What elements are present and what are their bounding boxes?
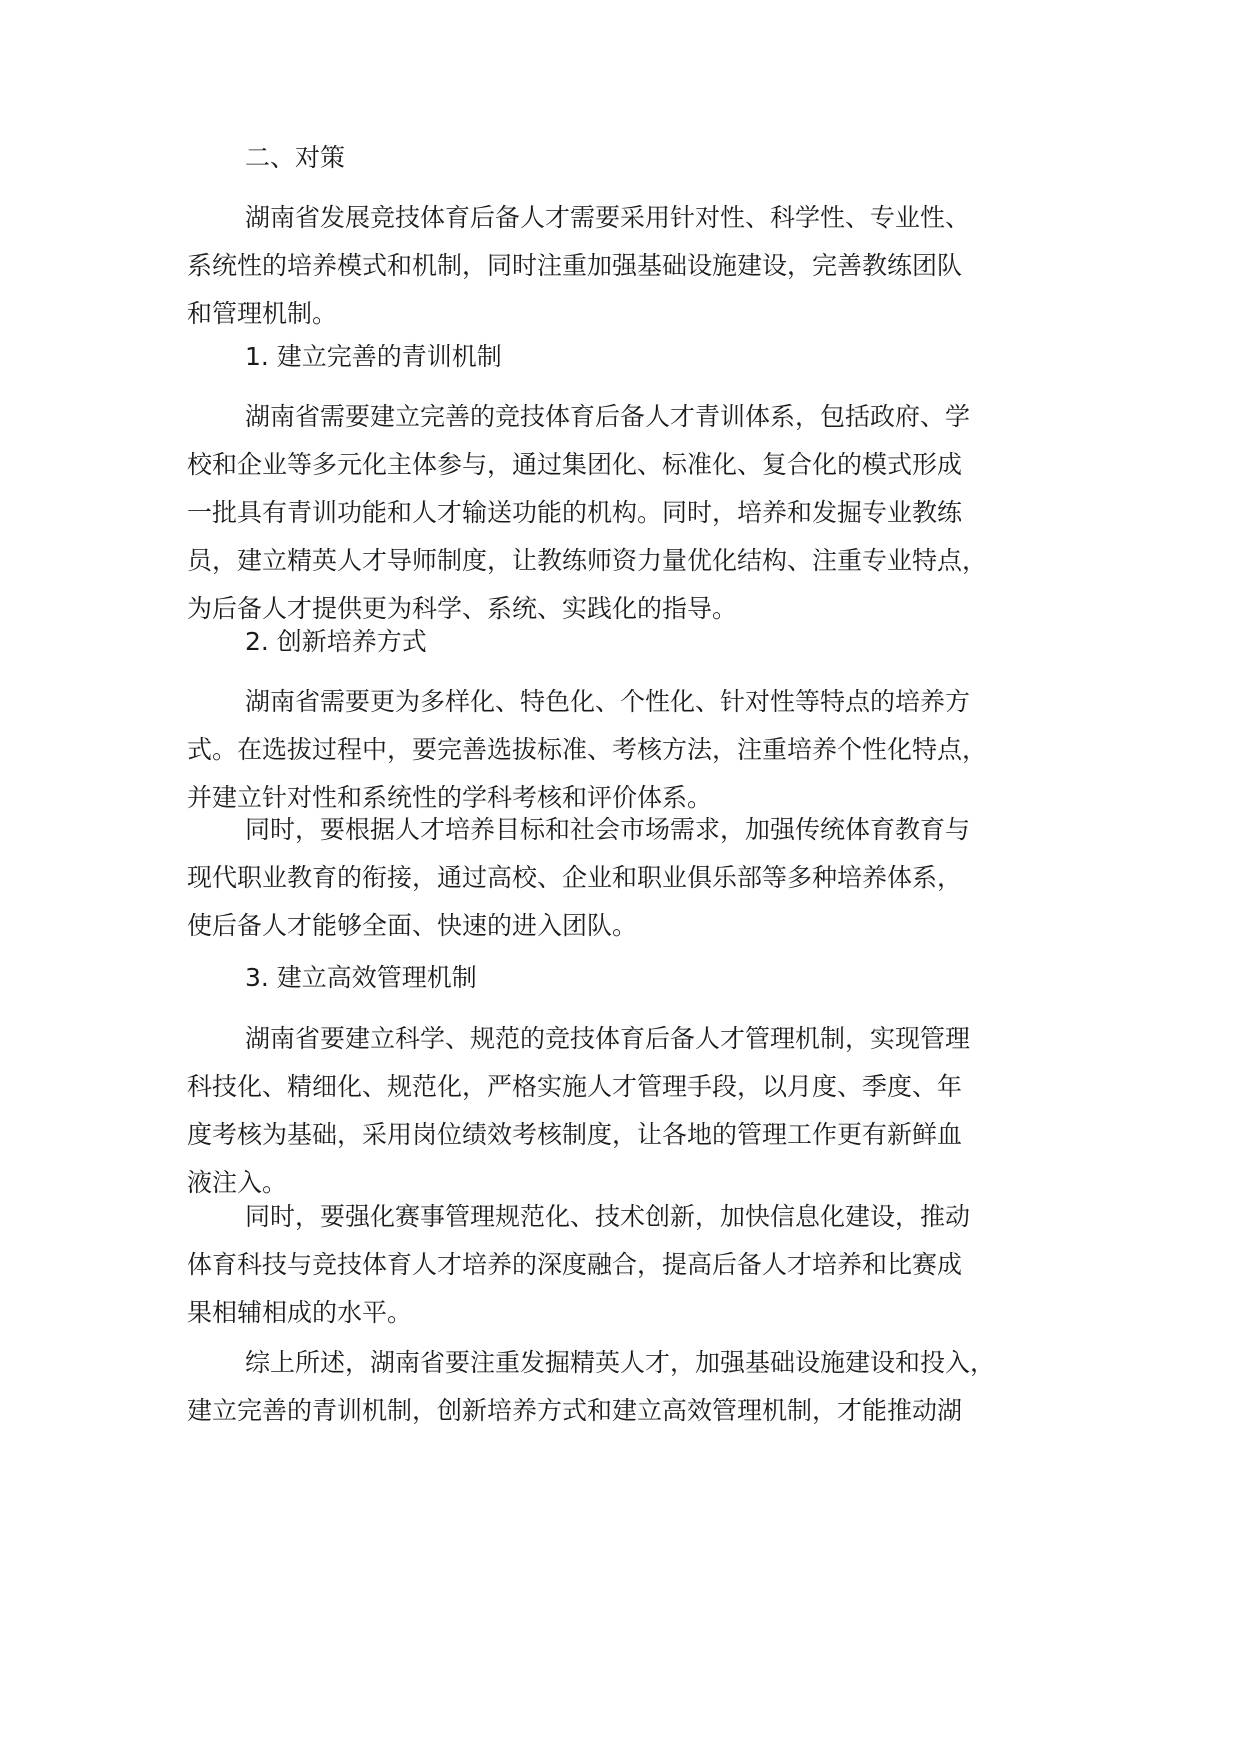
paragraph-line: 湖南省需要更为多样化、特色化、个性化、针对性等特点的培养方 <box>245 687 971 716</box>
paragraph-line: 同时，要强化赛事管理规范化、技术创新，加快信息化建设，推动 <box>245 1202 971 1231</box>
paragraph-intro <box>187 194 1087 338</box>
paragraph-line: 体育科技与竞技体育人才培养的深度融合，提高后备人才培养和比赛成 <box>187 1250 963 1279</box>
paragraph-conclusion <box>187 1339 1087 1435</box>
paragraph-section-3-a <box>187 1015 1087 1207</box>
paragraph-line: 一批具有青训功能和人才输送功能的机构。同时，培养和发掘专业教练 <box>187 498 963 527</box>
paragraph-line: 综上所述，湖南省要注重发掘精英人才，加强基础设施建设和投入， <box>245 1348 996 1377</box>
paragraph-section-1 <box>187 393 1087 633</box>
paragraph-line: 并建立针对性和系统性的学科考核和评价体系。 <box>187 783 713 812</box>
section-title-text: 3. 建立高效管理机制 <box>245 963 477 992</box>
paragraph-line: 湖南省需要建立完善的竞技体育后备人才青训体系，包括政府、学 <box>245 402 971 431</box>
paragraph-line: 果相辅相成的水平。 <box>187 1298 413 1327</box>
paragraph-section-3-b <box>187 1193 1087 1337</box>
paragraph-line: 系统性的培养模式和机制，同时注重加强基础设施建设，完善教练团队 <box>187 251 963 280</box>
paragraph-line: 科技化、精细化、规范化，严格实施人才管理手段，以月度、季度、年 <box>187 1072 963 1101</box>
section-3-title <box>187 954 1087 1002</box>
section-1-title <box>187 333 1087 381</box>
paragraph-section-2-a <box>187 678 1087 822</box>
section-title-text: 1. 建立完善的青训机制 <box>245 342 502 371</box>
paragraph-line: 和管理机制。 <box>187 299 338 328</box>
paragraph-line: 同时，要根据人才培养目标和社会市场需求，加强传统体育教育与 <box>245 815 971 844</box>
paragraph-line: 度考核为基础，采用岗位绩效考核制度，让各地的管理工作更有新鲜血 <box>187 1120 963 1149</box>
section-2-title <box>187 618 1087 666</box>
paragraph-line: 校和企业等多元化主体参与，通过集团化、标准化、复合化的模式形成 <box>187 450 963 479</box>
paragraph-line: 液注入。 <box>187 1168 288 1197</box>
paragraph-line: 湖南省发展竞技体育后备人才需要采用针对性、科学性、专业性、 <box>245 203 971 232</box>
paragraph-line: 建立完善的青训机制，创新培养方式和建立高效管理机制，才能推动湖 <box>187 1396 963 1425</box>
paragraph-line: 为后备人才提供更为科学、系统、实践化的指导。 <box>187 594 738 623</box>
paragraph-line: 使后备人才能够全面、快速的进入团队。 <box>187 911 638 940</box>
paragraph-line: 湖南省要建立科学、规范的竞技体育后备人才管理机制，实现管理 <box>245 1024 971 1053</box>
heading-text: 二、对策 <box>245 143 346 172</box>
section-title-text: 2. 创新培养方式 <box>245 627 427 656</box>
heading-countermeasures <box>187 134 1087 182</box>
paragraph-line: 员，建立精英人才导师制度，让教练师资力量优化结构、注重专业特点， <box>187 546 988 575</box>
paragraph-line: 式。在选拔过程中，要完善选拔标准、考核方法，注重培养个性化特点， <box>187 735 988 764</box>
paragraph-line: 现代职业教育的衔接，通过高校、企业和职业俱乐部等多种培养体系， <box>187 863 963 892</box>
paragraph-section-2-b <box>187 806 1087 950</box>
